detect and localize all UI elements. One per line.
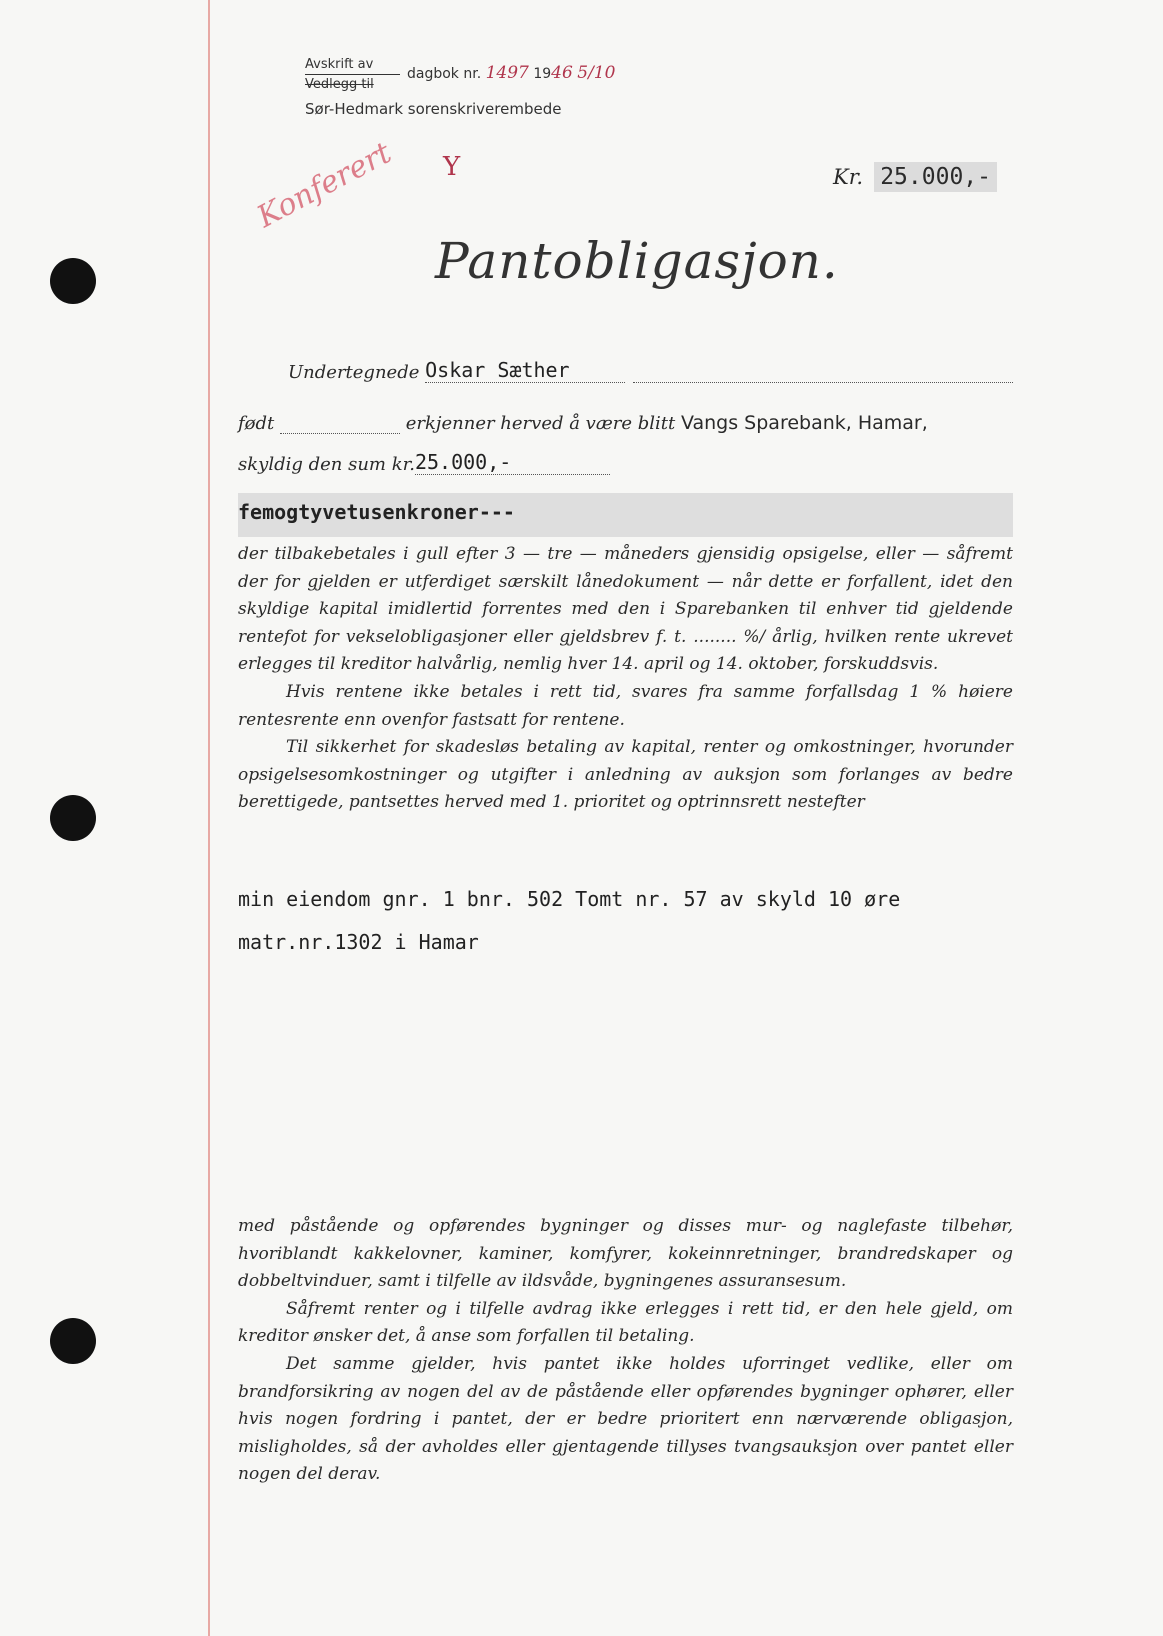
document-title: Pantobligasjon. bbox=[435, 232, 839, 290]
born-line bbox=[238, 412, 928, 434]
born-dotted-line bbox=[280, 415, 400, 434]
stamp-date: 5/10 bbox=[577, 63, 616, 83]
closing-paragraph-1: med påstående og opførendes bygninger og disses mur- og naglefaste tilbehør, hvoriblandt kakkelovner, kaminer, komfyrer, kokeinnretninger, brandredskaper og dobbeltvinduer, samt i tilfelle av ildsvåde, bygningenes assuransesum. bbox=[238, 1216, 1013, 1292]
dagbok-label: dagbok nr. bbox=[407, 66, 482, 82]
stamp-fraction bbox=[305, 58, 400, 91]
amount-value: 25.000,- bbox=[874, 162, 997, 192]
property-line-2: matr.nr.1302 i Hamar bbox=[238, 930, 479, 954]
undersigned-name: Oskar Sæther bbox=[425, 358, 625, 383]
terms-section bbox=[238, 541, 1013, 817]
property-line-1: min eiendom gnr. 1 bnr. 502 Tomt nr. 57 av skyld 10 øre bbox=[238, 887, 901, 911]
stamp-vedlegg: Vedlegg til bbox=[305, 77, 374, 92]
amount-box bbox=[833, 162, 997, 192]
stamp-mark: Y bbox=[443, 152, 461, 182]
closing-paragraph-3: Det samme gjelder, hvis pantet ikke holdes uforringet vedlike, eller om brandforsikring av nogen del av de påstående eller opførendes bygninger ophører, eller hvis nogen fordring i pantet, der er bedre prioritert enn nærværende obligasjon, misligholdes, så der avholdes eller gjentagende tillyses tvangsauksjon over pantet eller nogen del derav. bbox=[238, 1353, 1013, 1485]
konferert-stamp: Konferert bbox=[251, 135, 398, 235]
amount-words: femogtyvetusenkroner--- bbox=[238, 500, 515, 524]
punch-hole bbox=[50, 258, 96, 304]
undersigned-label: Undertegnede bbox=[288, 362, 420, 383]
dagbok-number: 1497 bbox=[485, 63, 529, 83]
stamp-avskrift: Avskrift av bbox=[305, 58, 400, 75]
year-suffix: 46 bbox=[551, 63, 573, 83]
born-text: erkjenner herved å være blitt bbox=[405, 413, 676, 434]
owed-label: skyldig den sum kr. bbox=[238, 454, 415, 475]
owed-value: 25.000,- bbox=[415, 450, 610, 475]
margin-line bbox=[208, 0, 210, 1636]
closing-paragraph-2: Såfremt renter og i tilfelle avdrag ikke erlegges i rett tid, er den hele gjeld, om kreditor ønsker det, å anse som forfallen til betaling. bbox=[238, 1298, 1013, 1347]
terms-paragraph-3: Til sikkerhet for skadesløs betaling av kapital, renter og omkostninger, hvorunder opsigelsesomkostninger og utgifter i anledning av auksjon som forlanges av bedre berettigede, pantsettes herved med 1. prioritet og optrinnsrett nestefter bbox=[238, 737, 1013, 813]
owed-line bbox=[238, 450, 610, 475]
terms-paragraph-2: Hvis rentene ikke betales i rett tid, svares fra samme forfallsdag 1 % høiere rentesrente enn ovenfor fastsatt for rentene. bbox=[238, 681, 1013, 730]
creditor-bank: Vangs Sparebank, Hamar, bbox=[680, 412, 928, 434]
punch-hole bbox=[50, 795, 96, 841]
terms-paragraph-1: der tilbakebetales i gull efter 3 — tre — måneders gjensidig opsigelse, eller — såfremt der for gjelden er utferdiget særskilt lånedokument — når dette er forfallent, idet den skyldige kapital imidlertid forrentes med den i Sparebanken til enhver tid gjeldende rentefot for vekselobligasjoner eller gjeldsbrev f. t. ........ %/ årlig, hvilken rente ukrevet erlegges til kreditor halvårlig, nemlig hver 14. april og 14. oktober, forskuddsvis. bbox=[238, 544, 1013, 675]
closing-section bbox=[238, 1213, 1013, 1489]
undersigned-line bbox=[288, 358, 1013, 383]
born-label: født bbox=[238, 413, 275, 434]
stamp-dagbok bbox=[407, 63, 615, 83]
stamp-office: Sør-Hedmark sorenskriverembede bbox=[305, 100, 562, 118]
year-prefix: 19 bbox=[533, 66, 552, 82]
punch-hole bbox=[50, 1318, 96, 1364]
amount-label: Kr. bbox=[833, 165, 864, 189]
name-dotted-line bbox=[633, 362, 1013, 383]
